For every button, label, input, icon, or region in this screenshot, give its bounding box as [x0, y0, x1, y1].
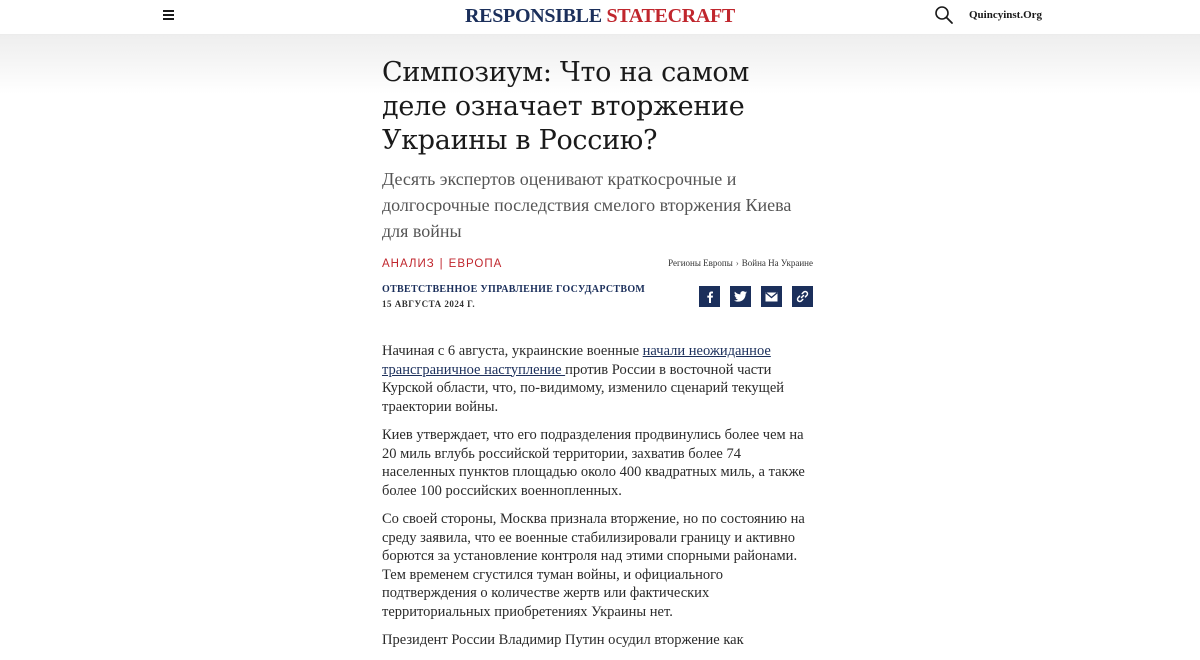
link-icon[interactable]: [792, 286, 813, 307]
chevron-right-icon: ›: [735, 258, 739, 268]
facebook-icon[interactable]: [699, 286, 720, 307]
paragraph-text: против России в восточной части Курской области, что, по-видимому, изменило сценарий текущей траектории войны.: [382, 361, 785, 415]
article-meta: [382, 258, 814, 274]
paragraph: Киев утверждает, что его подразделения продвинулись более чем на 20 миль вглубь российской территории, захватив более 74 населенных пунктов площадью около 400 квадратных миль, а также более 100 российских военнопленных.: [382, 427, 805, 499]
category-europe[interactable]: ЕВРОПА: [448, 258, 503, 270]
publish-date: 15 АВГУСТА 2024 Г.: [382, 299, 476, 309]
category-list: [382, 258, 502, 270]
category-analysis[interactable]: АНАЛИЗ: [382, 258, 435, 270]
breadcrumb: [668, 258, 813, 268]
quincy-institute-link[interactable]: Quincyinst.Org: [969, 9, 1043, 21]
counteroffensive-link[interactable]: начали неожиданное трансграничное наступление: [382, 343, 771, 378]
logo-text-responsible: RESPONSIBLE: [465, 5, 602, 27]
paragraph: Президент России Владимир Путин осудил вторжение как: [382, 632, 744, 648]
hamburger-icon[interactable]: [162, 9, 176, 21]
paragraph: [382, 342, 814, 416]
author-link[interactable]: ОТВЕТСТВЕННОЕ УПРАВЛЕНИЕ ГОСУДАРСТВОМ: [382, 284, 646, 295]
article-subtitle: Десять экспертов оценивают краткосрочные и долгосрочные последствия смелого вторжения Киева для войны: [382, 169, 792, 241]
paragraph-text: Начиная с 6 августа, украинские военные: [382, 343, 643, 359]
site-logo-link[interactable]: [465, 5, 735, 27]
breadcrumb-europe-regions[interactable]: Регионы Европы: [668, 258, 733, 268]
article-body: [382, 342, 814, 650]
email-icon[interactable]: [761, 286, 782, 307]
breadcrumb-war-in-ukraine[interactable]: Война На Украине: [741, 258, 813, 268]
article: [382, 56, 814, 660]
category-separator: |: [439, 258, 444, 270]
paragraph: Со своей стороны, Москва признала вторжение, но по состоянию на среду заявила, что ее военные стабилизировали границу и активно борются за установление контроля над этими спорными районами. Тем временем сгустился туман войны, и официального подтверждения о количестве жертв или фактических территориальных приобретениях Украины нет.: [382, 511, 805, 620]
share-buttons: [699, 286, 813, 307]
logo-text-statecraft: STATECRAFT: [606, 5, 735, 27]
site-header: [0, 0, 1200, 35]
byline: [382, 284, 814, 316]
search-icon[interactable]: [934, 5, 956, 27]
article-title: Симпозиум: Что на самом деле означает вторжение Украины в Россию?: [382, 57, 750, 156]
twitter-icon[interactable]: [730, 286, 751, 307]
